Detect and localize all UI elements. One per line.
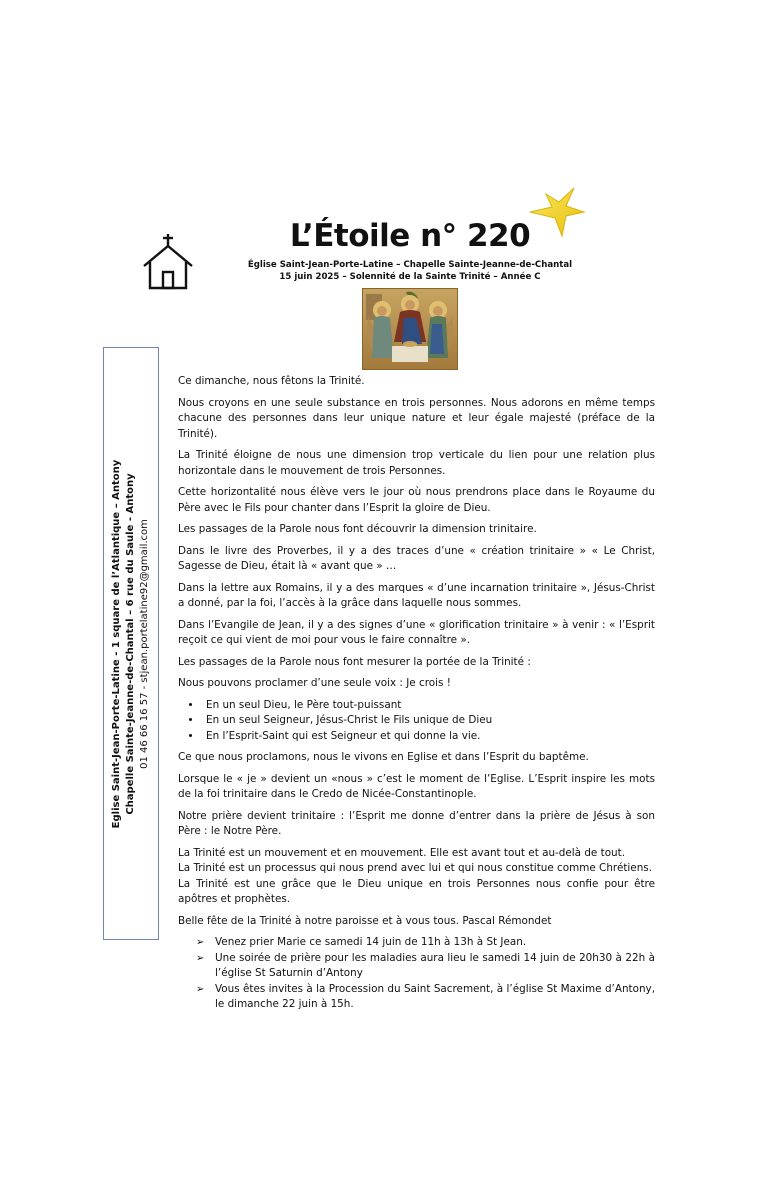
list-item: ➢ Une soirée de prière pour les maladies aura lieu le samedi 14 juin de 20h30 à 22h à l’église St Saturnin d’Antony (196, 951, 655, 982)
paragraph: Ce dimanche, nous fêtons la Trinité. (178, 375, 365, 387)
paragraph: Cette horizontalité nous élève vers le jour où nous prendrons place dans le Royaume du Père avec le Fils pour chanter dans l’Esprit la gloire de Dieu. (178, 486, 655, 514)
paragraph: Dans le livre des Proverbes, il y a des traces d’une « création trinitaire » « Le Christ, Sagesse de Dieu, était là « avant que » … (178, 544, 655, 572)
signature-paragraph: Belle fête de la Trinité à notre paroisse et à vous tous. Pascal Rémondet (178, 914, 552, 927)
paragraph: Les passages de la Parole nous font mesurer la portée de la Trinité : (178, 655, 531, 668)
paragraph: Dans l’Evangile de Jean, il y a des signes d’une « glorification trinitaire » à venir : « l’Esprit reçoit ce qui vient de moi pour vous le faire connaître ». (178, 618, 655, 646)
list-item: ➢ Venez prier Marie ce samedi 14 juin de 11h à 13h à St Jean. (196, 935, 655, 951)
newsletter-title: L’Étoile n° 220 (289, 218, 531, 254)
date-subtitle: 15 juin 2025 – Solennité de la Sainte Trinité – Année C (279, 272, 541, 282)
main-content (178, 374, 655, 1013)
paragraph: La Trinité éloigne de nous une dimension trop verticale du lien pour une relation plus horizontale dans le mouvement de trois Personnes. (178, 449, 655, 477)
announcements-list (178, 935, 655, 1013)
list-item: • En l’Esprit-Saint qui est Seigneur et qui donne la vie. (202, 729, 655, 745)
sidebar-address (110, 354, 152, 934)
list-item: • En un seul Seigneur, Jésus-Christ le Fils unique de Dieu (202, 713, 655, 729)
paragraph: Notre prière devient trinitaire : l’Esprit me donne d’entrer dans la prière de Jésus à son Père : le Notre Père. (178, 809, 655, 837)
paragraph: Nous croyons en une seule substance en trois personnes. Nous adorons en même temps chacune des personnes dans leur unique nature et leur égale majesté (préface de la Trinité). (178, 396, 655, 440)
paragraph: La Trinité est un mouvement et en mouvement. Elle est avant tout et au-delà de tout. (178, 846, 626, 859)
paragraph: Lorsque le « je » devient un «nous » c’est le moment de l’Eglise. L’Esprit inspire les mots de la foi trinitaire dans le Credo de Nicée-Constantinople. (178, 772, 655, 800)
list-item: • En un seul Dieu, le Père tout-puissant (202, 698, 655, 714)
trinity-icon-image (362, 288, 458, 370)
sidebar-contact: 01 46 66 16 57 - stjean.portelatine92@gmail.com (139, 519, 150, 769)
paragraph: Les passages de la Parole nous font découvrir la dimension trinitaire. (178, 523, 537, 535)
paragraph: Ce que nous proclamons, nous le vivons en Eglise et dans l’Esprit du baptême. (178, 751, 589, 763)
sidebar-church-address: Eglise Saint-Jean-Porte-Latine - 1 square de l’Atlantique – Antony (111, 459, 122, 829)
paragraph: La Trinité est un processus qui nous prend avec lui et qui nous constitue comme Chrétiens. (178, 862, 652, 874)
parish-subtitle: Église Saint-Jean-Porte-Latine – Chapelle Sainte-Jeanne-de-Chantal (247, 260, 573, 270)
paragraph: Dans la lettre aux Romains, il y a des marques « d’une incarnation trinitaire », Jésus-Christ a donné, par la foi, l’accès à la grâce dans laquelle nous sommes. (178, 581, 655, 609)
creed-list (178, 698, 655, 745)
sidebar-chapel-address: Chapelle Sainte-Jeanne-de-Chantal – 6 rue du Saule - Antony (125, 473, 136, 815)
paragraph: La Trinité est une grâce que le Dieu unique en trois Personnes nous confie pour être apôtres et prophètes. (178, 877, 655, 905)
paragraph: Nous pouvons proclamer d’une seule voix : Je crois ! (178, 677, 451, 689)
list-item: ➢ Vous êtes invites à la Procession du Saint Sacrement, à l’église St Maxime d’Antony, le dimanche 22 juin à 15h. (196, 982, 655, 1013)
